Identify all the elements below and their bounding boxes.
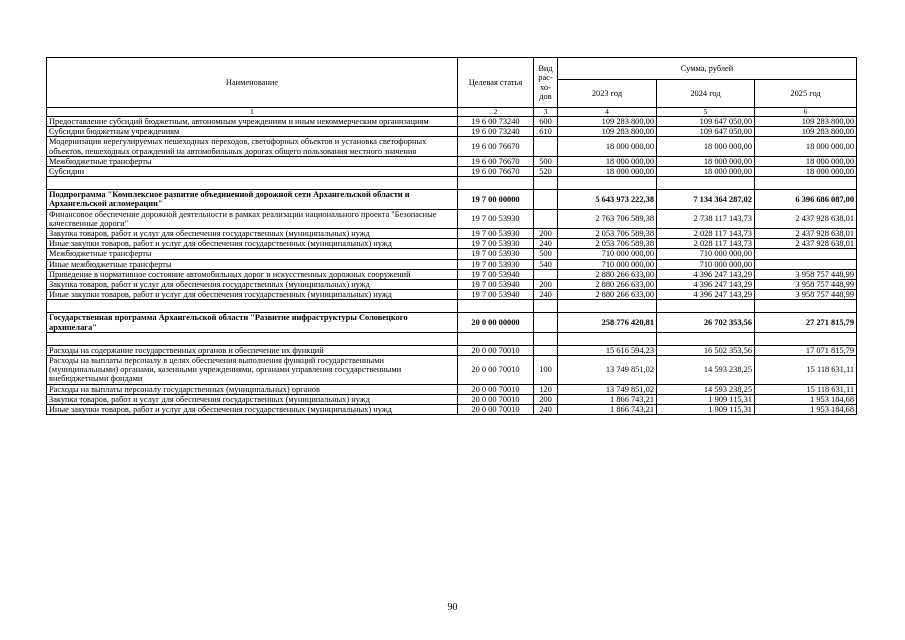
row-target-article-cell: 19 7 00 53940 [458, 269, 534, 279]
row-name-cell: Предоставление субсидий бюджетным, автономным учреждениям и иным некоммерческим организациям [47, 117, 458, 127]
column-number: 2 [458, 108, 534, 117]
header-sum-group: Сумма, рублей [558, 58, 857, 80]
row-sum-2023-cell: 2 053 706 589,38 [558, 229, 657, 239]
table-row [47, 290, 857, 300]
row-sum-2024-cell: 2 738 117 143,73 [657, 209, 755, 228]
row-sum-2024-cell: 16 502 353,56 [657, 345, 755, 355]
budget-table-body [47, 117, 857, 415]
empty-cell [458, 300, 534, 313]
row-name-cell: Расходы на выплаты персоналу в целях обеспечения выполнения функций государственными (муниципальными) органами, казенными учреждениями, органами управления государственными внебюджетными фондами [47, 356, 458, 385]
table-row [47, 356, 857, 385]
row-target-article-cell: 19 7 00 53940 [458, 280, 534, 290]
row-sum-2024-cell: 4 396 247 143,29 [657, 290, 755, 300]
row-target-article-cell: 20 0 00 70010 [458, 345, 534, 355]
row-sum-2025-cell: 17 071 815,79 [755, 345, 857, 355]
row-sum-2025-cell: 18 000 000,00 [755, 156, 857, 166]
row-sum-2023-cell: 13 749 851,02 [558, 384, 657, 394]
row-sum-2023-cell: 710 000 000,00 [558, 249, 657, 259]
row-sum-2024-cell: 4 396 247 143,29 [657, 269, 755, 279]
table-row [47, 117, 857, 127]
row-name-cell: Государственная программа Архангельской области "Развитие инфраструктуры Соловецкого архипелага" [47, 313, 458, 332]
row-sum-2023-cell: 18 000 000,00 [558, 156, 657, 166]
row-sum-2024-cell: 1 909 115,31 [657, 405, 755, 415]
row-sum-2025-cell: 2 437 928 638,01 [755, 239, 857, 249]
row-sum-2023-cell: 2 880 266 633,00 [558, 269, 657, 279]
table-row [47, 156, 857, 166]
row-sum-2023-cell: 2 880 266 633,00 [558, 280, 657, 290]
row-expense-type-cell: 520 [534, 167, 558, 177]
row-target-article-cell: 19 6 00 76670 [458, 137, 534, 156]
column-number-row [47, 108, 857, 117]
row-name-cell: Расходы на выплаты персоналу государственных (муниципальных) органов [47, 384, 458, 394]
row-sum-2023-cell: 18 000 000,00 [558, 137, 657, 156]
row-target-article-cell: 19 6 00 76670 [458, 167, 534, 177]
row-expense-type-cell: 610 [534, 127, 558, 137]
empty-cell [534, 300, 558, 313]
row-sum-2024-cell: 18 000 000,00 [657, 156, 755, 166]
row-sum-2025-cell: 3 958 757 448,99 [755, 290, 857, 300]
row-name-cell: Межбюджетные трансферты [47, 249, 458, 259]
row-sum-2025-cell: 18 000 000,00 [755, 137, 857, 156]
row-name-cell: Субсидии бюджетным учреждениям [47, 127, 458, 137]
empty-cell [47, 300, 458, 313]
row-name-cell: Расходы на содержание государственных органов и обеспечение их функций [47, 345, 458, 355]
row-sum-2023-cell: 258 776 420,81 [558, 313, 657, 332]
empty-cell [558, 300, 657, 313]
row-sum-2025-cell [755, 249, 857, 259]
row-target-article-cell: 19 7 00 53930 [458, 209, 534, 228]
row-sum-2024-cell: 710 000 000,00 [657, 249, 755, 259]
row-target-article-cell: 20 0 00 70010 [458, 405, 534, 415]
row-sum-2023-cell: 109 283 800,00 [558, 117, 657, 127]
budget-table-container [46, 57, 856, 415]
row-expense-type-cell [534, 190, 558, 209]
row-target-article-cell: 19 7 00 53930 [458, 239, 534, 249]
row-name-cell: Межбюджетные трансферты [47, 156, 458, 166]
table-row [47, 394, 857, 404]
row-expense-type-cell: 240 [534, 239, 558, 249]
row-target-article-cell: 19 7 00 53930 [458, 249, 534, 259]
table-row [47, 405, 857, 415]
row-sum-2023-cell: 5 643 973 222,38 [558, 190, 657, 209]
row-sum-2023-cell: 2 880 266 633,00 [558, 290, 657, 300]
row-name-cell: Закупка товаров, работ и услуг для обеспечения государственных (муниципальных) нужд [47, 394, 458, 404]
row-sum-2023-cell: 710 000 000,00 [558, 259, 657, 269]
row-sum-2023-cell: 1 866 743,21 [558, 405, 657, 415]
row-sum-2024-cell: 4 396 247 143,29 [657, 280, 755, 290]
row-expense-type-cell: 200 [534, 229, 558, 239]
row-sum-2024-cell: 26 702 353,56 [657, 313, 755, 332]
row-sum-2025-cell [755, 259, 857, 269]
row-name-cell: Финансовое обеспечение дорожной деятельности в рамках реализации национального проекта "Безопасные качественные дороги" [47, 209, 458, 228]
row-sum-2023-cell: 1 866 743,21 [558, 394, 657, 404]
row-expense-type-cell [534, 345, 558, 355]
row-target-article-cell: 19 7 00 53940 [458, 290, 534, 300]
table-row [47, 259, 857, 269]
header-target-article: Целевая статья [458, 58, 534, 108]
row-name-cell: Иные закупки товаров, работ и услуг для обеспечения государственных (муниципальных) нужд [47, 405, 458, 415]
row-sum-2024-cell: 14 593 238,25 [657, 356, 755, 385]
row-sum-2025-cell: 109 283 800,00 [755, 127, 857, 137]
empty-cell [458, 177, 534, 190]
row-name-cell: Иные закупки товаров, работ и услуг для обеспечения государственных (муниципальных) нужд [47, 239, 458, 249]
blank-separator-row [47, 332, 857, 345]
row-target-article-cell: 19 6 00 73240 [458, 117, 534, 127]
table-row [47, 229, 857, 239]
row-expense-type-cell: 540 [534, 259, 558, 269]
row-target-article-cell: 19 7 00 53930 [458, 229, 534, 239]
empty-cell [534, 177, 558, 190]
row-sum-2025-cell: 2 437 928 638,01 [755, 229, 857, 239]
empty-cell [755, 177, 857, 190]
table-row [47, 137, 857, 156]
section-total-row [47, 190, 857, 209]
header-year-2025: 2025 год [755, 80, 857, 108]
table-row [47, 127, 857, 137]
row-expense-type-cell: 240 [534, 405, 558, 415]
page-number: 90 [447, 602, 458, 613]
row-sum-2023-cell: 109 283 800,00 [558, 127, 657, 137]
row-name-cell: Иные закупки товаров, работ и услуг для обеспечения государственных (муниципальных) нужд [47, 290, 458, 300]
row-target-article-cell: 20 0 00 70010 [458, 384, 534, 394]
row-expense-type-cell: 500 [534, 249, 558, 259]
section-total-row [47, 313, 857, 332]
blank-separator-row [47, 300, 857, 313]
row-target-article-cell: 19 7 00 53930 [458, 259, 534, 269]
empty-cell [534, 332, 558, 345]
column-number: 5 [657, 108, 755, 117]
row-sum-2025-cell: 3 958 757 448,99 [755, 280, 857, 290]
row-sum-2025-cell: 15 118 631,11 [755, 384, 857, 394]
empty-cell [755, 332, 857, 345]
empty-cell [755, 300, 857, 313]
row-target-article-cell: 20 0 00 00000 [458, 313, 534, 332]
column-number: 3 [534, 108, 558, 117]
row-expense-type-cell [534, 209, 558, 228]
table-row [47, 280, 857, 290]
header-name: Наименование [47, 58, 458, 108]
table-row [47, 269, 857, 279]
row-sum-2024-cell: 14 593 238,25 [657, 384, 755, 394]
row-sum-2023-cell: 15 616 594,23 [558, 345, 657, 355]
row-sum-2024-cell: 710 000 000,00 [657, 259, 755, 269]
row-sum-2023-cell: 2 763 706 589,38 [558, 209, 657, 228]
empty-cell [47, 177, 458, 190]
row-sum-2025-cell: 1 953 184,68 [755, 394, 857, 404]
row-expense-type-cell: 500 [534, 156, 558, 166]
row-expense-type-cell: 100 [534, 356, 558, 385]
header-year-2024: 2024 год [657, 80, 755, 108]
row-sum-2024-cell: 109 647 050,00 [657, 117, 755, 127]
row-expense-type-cell: 120 [534, 384, 558, 394]
table-row [47, 249, 857, 259]
row-name-cell: Модернизация нерегулируемых пешеходных переходов, светофорных объектов и установка светофорных объектов, пешеходных ограждений на автомобильных дорогах общего пользования местного значения [47, 137, 458, 156]
header-year-2023: 2023 год [558, 80, 657, 108]
table-row [47, 239, 857, 249]
row-expense-type-cell: 240 [534, 290, 558, 300]
row-expense-type-cell: 600 [534, 117, 558, 127]
header-expense-type: Вид рас-хо-дов [534, 58, 558, 108]
row-sum-2024-cell: 18 000 000,00 [657, 167, 755, 177]
row-name-cell: Иные межбюджетные трансферты [47, 259, 458, 269]
row-sum-2024-cell: 18 000 000,00 [657, 137, 755, 156]
row-target-article-cell: 19 6 00 73240 [458, 127, 534, 137]
row-expense-type-cell [534, 269, 558, 279]
column-number: 1 [47, 108, 458, 117]
row-sum-2025-cell: 2 437 928 638,01 [755, 209, 857, 228]
row-sum-2025-cell: 27 271 815,79 [755, 313, 857, 332]
row-name-cell: Приведение в нормативное состояние автомобильных дорог и искусственных дорожных сооружений [47, 269, 458, 279]
column-number: 6 [755, 108, 857, 117]
empty-cell [657, 332, 755, 345]
row-target-article-cell: 20 0 00 70010 [458, 356, 534, 385]
row-sum-2025-cell: 6 396 686 087,00 [755, 190, 857, 209]
empty-cell [657, 177, 755, 190]
table-row [47, 167, 857, 177]
empty-cell [458, 332, 534, 345]
row-sum-2023-cell: 13 749 851,02 [558, 356, 657, 385]
row-target-article-cell: 19 7 00 00000 [458, 190, 534, 209]
row-sum-2025-cell: 15 118 631,11 [755, 356, 857, 385]
row-sum-2024-cell: 7 134 364 287,02 [657, 190, 755, 209]
row-sum-2024-cell: 2 028 117 143,73 [657, 239, 755, 249]
empty-cell [558, 177, 657, 190]
row-sum-2024-cell: 109 647 050,00 [657, 127, 755, 137]
column-number: 4 [558, 108, 657, 117]
row-target-article-cell: 19 6 00 76670 [458, 156, 534, 166]
row-name-cell: Подпрограмма "Комплексное развитие объединенной дорожной сети Архангельской области и Архангельской агломерации" [47, 190, 458, 209]
row-sum-2024-cell: 2 028 117 143,73 [657, 229, 755, 239]
row-name-cell: Субсидии [47, 167, 458, 177]
row-expense-type-cell [534, 313, 558, 332]
row-name-cell: Закупка товаров, работ и услуг для обеспечения государственных (муниципальных) нужд [47, 280, 458, 290]
row-name-cell: Закупка товаров, работ и услуг для обеспечения государственных (муниципальных) нужд [47, 229, 458, 239]
table-row [47, 345, 857, 355]
row-target-article-cell: 20 0 00 70010 [458, 394, 534, 404]
row-sum-2023-cell: 2 053 706 589,38 [558, 239, 657, 249]
row-sum-2025-cell: 18 000 000,00 [755, 167, 857, 177]
row-expense-type-cell: 200 [534, 280, 558, 290]
row-sum-2024-cell: 1 909 115,31 [657, 394, 755, 404]
row-expense-type-cell: 200 [534, 394, 558, 404]
empty-cell [558, 332, 657, 345]
row-sum-2025-cell: 1 953 184,68 [755, 405, 857, 415]
row-sum-2025-cell: 109 283 800,00 [755, 117, 857, 127]
row-sum-2023-cell: 18 000 000,00 [558, 167, 657, 177]
blank-separator-row [47, 177, 857, 190]
empty-cell [47, 332, 458, 345]
table-row [47, 209, 857, 228]
empty-cell [657, 300, 755, 313]
budget-table [46, 57, 857, 415]
row-expense-type-cell [534, 137, 558, 156]
table-row [47, 384, 857, 394]
row-sum-2025-cell: 3 958 757 448,99 [755, 269, 857, 279]
